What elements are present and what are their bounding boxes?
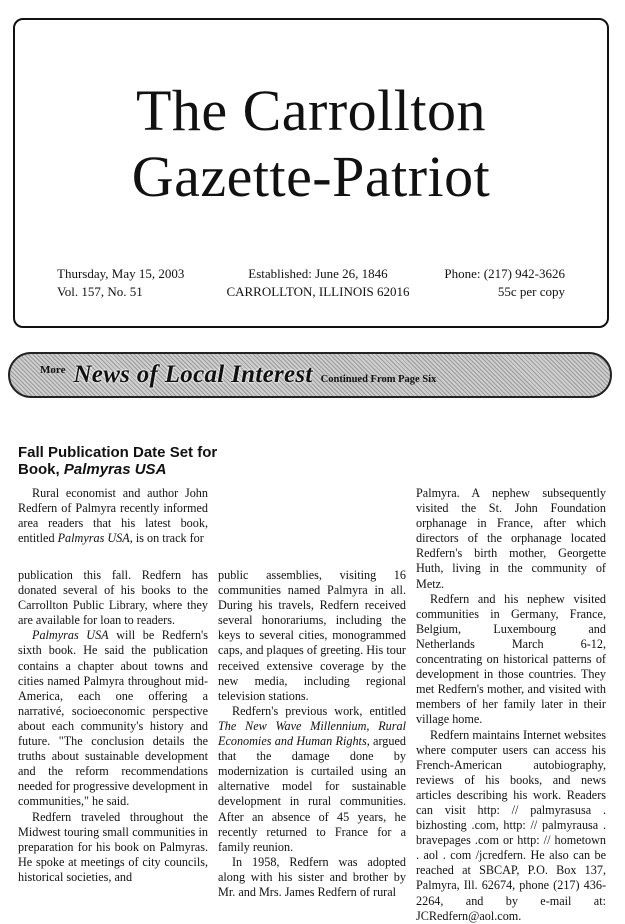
paragraph-text: argued that the damage done by modernization is curtailed using an alternative model for sustainable development in rural communities. After an absence of 45 years, he recently returned to France for a family reunion. — [218, 734, 406, 854]
intro-text-1: Rural economist and author John Redfern of Palmyra recently informed area readers that his latest book, entitled — [18, 486, 208, 546]
article-intro — [18, 486, 208, 546]
paragraph: publication this fall. Redfern has donated several of his books to the Carrollton Public Library, where they are available for loan to readers. — [18, 568, 208, 628]
article-column-1 — [18, 568, 208, 885]
book-title: The New Wave Millennium, Rural Economies and Human Rights, — [218, 718, 406, 749]
section-banner — [8, 352, 612, 398]
intro-book-title: Palmyras USA, — [57, 531, 133, 546]
masthead — [13, 18, 609, 328]
paragraph: Redfern traveled throughout the Midwest touring small communities in preparation for his book on Palmyras. He spoke at meetings of city councils, historical societies, and — [18, 809, 208, 884]
masthead-center-info — [213, 265, 423, 301]
paragraph-text: Redfern's previous work, entitled — [232, 703, 406, 718]
price: 55c per copy — [497, 284, 565, 299]
masthead-left-info — [57, 265, 184, 301]
paragraph: Redfern maintains Internet websites where computer users can access his French-American autobiography, reviews of his books, and news articles describing his work. Readers can visit http: // palmyrasusa . bizhosting .com, http: // palmyrausa . bravepages .com or http: // hometown . aol . com /jcredfern. He also can be reached at SBCAP, P.O. Box 137, Palmyra, Ill. 62674, phone (217) 436-2264, and by e-mail at: JCRedfern@aol.com. — [416, 727, 606, 923]
banner-continued: Continued From Page Six — [320, 373, 437, 385]
paragraph: Palmyra. A nephew subsequently visited the St. John Foundation orphanage in France, after which directors of the orphanage located Redfern's birth mother, Georgette Huth, living in the community of Metz. — [416, 486, 606, 591]
paragraph: public assemblies, visiting 16 communities named Palmyra in all. During his travels, Redfern received several honorariums, including the keys to several cities, monogrammed caps, and plaques of greeting. His tour received extensive coverage by the new media, including regional television stations. — [218, 568, 406, 703]
article-headline — [18, 444, 218, 478]
location: CARROLLTON, ILLINOIS 62016 — [226, 284, 410, 299]
paragraph: Redfern and his nephew visited communities in Germany, France, Belgium, Luxembourg and Netherlands March 6-12, concentrating on historical patterns of development in those countries. They met Redfern's mother, and visited with members of her family later in their village home. — [416, 591, 606, 727]
intro-paragraph — [18, 486, 208, 546]
title-line-1: The Carrollton — [135, 78, 487, 143]
banner-title: News of Local Interest — [73, 361, 313, 388]
banner-more: More — [40, 364, 66, 376]
article-column-2 — [218, 568, 406, 900]
paragraph-text: will be Redfern's sixth book. He said the publication contains a chapter about towns and cities named Palmyra throughout mid-America, each one offering a narrativé, socioeconomic perspective about each community's history and future. "The conclusion details the truths about sustainable development and the reform recommendations needed for progressive development in communities," he said. — [18, 628, 208, 809]
newspaper-title — [15, 78, 607, 210]
paragraph — [18, 628, 208, 809]
paragraph: In 1958, Redfern was adopted along with his sister and brother by Mr. and Mrs. James Redfern of rural — [218, 854, 406, 899]
established-date: Established: June 26, 1846 — [248, 266, 388, 281]
volume-number: Vol. 157, No. 51 — [57, 284, 143, 299]
phone-number: Phone: (217) 942-3626 — [444, 266, 565, 281]
headline-book-title: Palmyras USA — [63, 461, 167, 478]
headline-text: Fall Publication Date Set for Book, — [18, 444, 218, 478]
masthead-right-info — [444, 265, 565, 301]
issue-date: Thursday, May 15, 2003 — [57, 266, 185, 281]
article-column-3 — [416, 486, 606, 924]
paragraph — [218, 704, 406, 855]
book-title: Palmyras USA — [32, 628, 109, 643]
intro-text-2: is on track for — [132, 531, 204, 546]
title-line-2: Gazette-Patriot — [131, 144, 491, 209]
